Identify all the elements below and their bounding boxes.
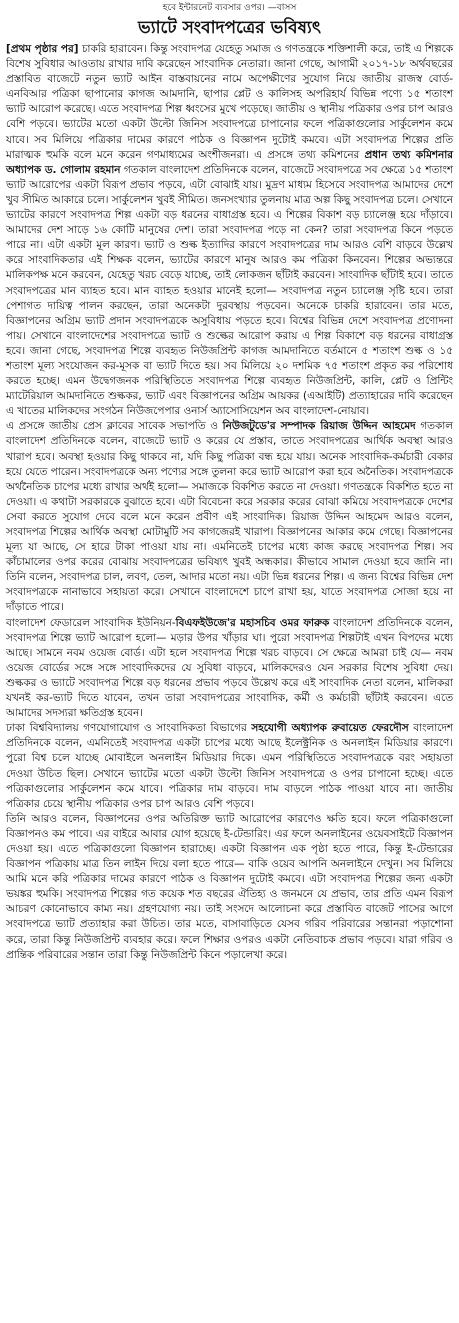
article-paragraph xyxy=(6,616,453,722)
text-segment: ঢাকা বিশ্ববিদ্যালয় গণযোগাযোগ ও সাংবাদিকতা বিভাগের xyxy=(6,722,252,735)
text-segment: চাকরি হারাবেন। কিন্তু সংবাদপত্র যেহেতু সমাজ ও গণতন্ত্রকে শক্তিশালী করে, তাই এ শিল্পকে বিশেষ সুবিধার আওতায় রাখার দাবি করেছেন সাংবাদিক নেতারা। জানা গেছে, আগামী ২০১৭-১৮ অর্থবছরের প্রস্তাবিত বাজেটে নতুন ভ্যাট আইন বাস্তবায়নের নামে অপেক্ষীণের সুযোগ নিয়ে জাতীয় রাজস্ব বোর্ড-এনবিআর পত্রিকা ছাপানোর কাগজ আমদানি, ছাপার প্লেট ও কালিসহ অপরিহার্য বিভিন্ন পণ্যে ১৫ শতাংশ ভ্যাট আরোপ করেছে। এতে সংবাদপত্র শিল্প ধ্বংসের মুখে পড়েছে। জাতীয় ও স্থানীয় পত্রিকার ওপর চাপ আরও বেশি পড়বে। ভ্যাটের মতো একটা উল্টো জিনিস সংবাদপত্রে চাপানোর ফলে পত্রিকাগুলোর সার্কুলেশন কমে যাবে। সব মিলিয়ে পত্রিকার দামের কারণে পাঠক ও বিজ্ঞাপন দুটোই কমবে। এটা সংবাদপত্র শিল্পের প্রতি মারাত্মক হুমকি বলে মনে করেন গণমাধ্যমের অংশীজনরা। এ প্রসঙ্গে তথ্য কমিশনের xyxy=(6,43,454,161)
text-segment: বাংলাদেশ প্রতিদিনকে বলেন, সংবাদপত্র শিল্পে ভ্যাট আরোপ হলো— মড়ার উপর খাঁড়ার ঘা। পুরো সংবাদপত্র শিল্পটাই এখন বিপদের মধ্যে আছে। সামনে নবম ওয়েজ বোর্ড। এটা হলে সংবাদপত্র শিল্পে খরচ বাড়বে। সে ক্ষেত্রে আমরা চাই যে— নবম ওয়েজ বোর্ডের সঙ্গে সঙ্গে সাংবাদিকদের যে সুবিধা বাড়বে, মালিকদেরও যেন সরকার বিশেষ সুবিধা দেয়। শুল্ককর ও ভ্যাটে সংবাদপত্র শিল্পে বড় ধরনের প্রভাব পড়বে উল্লেখ করে এই সাংবাদিক নেতা বলেন, মালিকরা যখনই কর-ভ্যাট দিতে যাবেন, তখন তারা সংবাদপত্রের সাংবাদিক, কর্মী ও কর্মচারী ছাঁটাই করবেন। এতে আমাদের সদস্যরা ক্ষতিগ্রস্ত হবেন। xyxy=(6,616,453,720)
article-paragraph xyxy=(6,721,453,812)
article-paragraph xyxy=(6,419,453,615)
text-segment: বাংলাদেশ ফেডারেল সাংবাদিক ইউনিয়ন- xyxy=(6,616,176,629)
article-headline: ভ্যাটে সংবাদপত্রের ভবিষ্যৎ xyxy=(138,18,321,38)
bold-name-segment: সহযোগী অধ্যাপক রুবায়েত ফেরদৌস xyxy=(251,722,409,735)
top-strip-text: হবে ইন্টারনেট ব্যবসার ওপর। —বাসস xyxy=(162,3,297,13)
bold-name-segment: নিউজটুডে'র সম্পাদক রিয়াজ উদ্দিন আহমেদ xyxy=(222,420,416,433)
article-body xyxy=(6,42,453,963)
bold-name-segment: [প্রথম পৃষ্ঠার পর] xyxy=(6,43,79,55)
text-segment: গতকাল বাংলাদেশ প্রতিদিনকে বলেন, বাজেটে ভ্যাট ও করের যে প্রস্তাব, তাতে সংবাদপত্রের আর্থিক অবস্থা আরও খারাপ হবে। অবস্থা হওয়ার কিছু থাকবে না, যদি কিছু পত্রিকা বন্ধ হয়ে যায়। অনেক সাংবাদিক-কর্মচারী বেকার হয়ে যেতে পারেন। সংবাদপত্রকে অন্য পণ্যের সঙ্গে তুলনা করে ভ্যাট আরোপ করা হবে অনৈতিক। সংবাদপত্রকে অর্থনৈতিক চাপের মধ্যে রাখার অর্থই হলো— সমাজকে বিকশিত করতে না দেওয়া। গণতন্ত্রকে বিকশিত হতে না দেওয়া। এ কথাটা সরকারকে বুঝাতে হবে। এটা বিবেচনা করে সরকার করের বোঝা কমিয়ে সংবাদপত্রকে দেশের সেবা করতে সুযোগ দেবে বলে মনে করেন প্রবীণ এই সাংবাদিক। রিয়াজ উদ্দিন আহমেদ আরও বলেন, সংবাদপত্র শিল্পের আর্থিক অবস্থা মোটামুটি সব কাগজেরই খারাপ। বিজ্ঞাপনের আকার কমে গেছে। বিজ্ঞাপনের মূল্য যা আছে, সে হারে টাকা পাওয়া যায় না। এমনিতেই চাপের মধ্যে কাজ করছে সংবাদপত্র শিল্প। সব কাঁচামালের ওপর করের বোঝায় সংবাদপত্রের ভবিষ্যৎ খুবই অন্ধকার। কীভাবে সামাল দেওয়া হবে জানি না। তিনি বলেন, সংবাদপত্র চাল, লবণ, তেল, আদার মতো নয়। এটা ভিন্ন ধরনের শিল্প। এ জন্য বিশ্বের বিভিন্ন দেশ সংবাদপত্রকে নানাভাবে সহায়তা করে। সেখানে বাংলাদেশে চাপে রাখা হয়, যাতে সংবাদপত্র সোজা হয়ে না দাঁড়াতে পারে। xyxy=(6,420,453,614)
article-paragraph xyxy=(6,812,453,963)
text-segment: গতকাল বাংলাদেশ প্রতিদিনকে বলেন, বাজেটে সংবাদপত্রে সব ক্ষেত্রে ১৫ শতাংশ ভ্যাট আরোপের একটা বিরূপ প্রভাব পড়বে, এটা বোঝাই যায়। মুদ্রণ মাধ্যম হিসেবে সংবাদপত্র আমাদের দেশে খুব সীমিত আকারে চলে। সার্কুলেশন খুবই সীমিত। জনসংখ্যার তুলনায় মাত্র অল্প কিছু সংবাদপত্র চলে। সেখানে ভ্যাটের কারণে সংবাদপত্র শিল্প একটা বড় ধরনের বাধাগ্রস্ত হবে। এ শিল্পের বিকাশ বড় চ্যালেঞ্জ হয়ে দাঁড়াবে। আমাদের দেশ সাড়ে ১৬ কোটি মানুষের দেশ। তারা সংবাদপত্র পড়ে না কেন? তারা সংবাদপত্র কিনে পড়তে পারে না। এটা একটা মূল কারণ। ভ্যাট ও শুল্ক ইত্যাদির কারণে সংবাদপত্রের দাম আরও বেশি বাড়বে উল্লেখ করে সাংবাদিকতার এই শিক্ষক বলেন, ভ্যাটের কারণে মানুষ আরও কম পত্রিকা কিনবেন। শিল্পের অভ্যন্তরে মালিকপক্ষ মনে করবেন, যেহেতু খরচ বেড়ে যাচ্ছে, তাই লোকজন ছাঁটাই করবেন। সাংবাদিক ছাঁটাই হবে। তাতে সংবাদপত্রের মান ব্যাহত হবে। মান ব্যাহত হওয়ার মানেই হলো— সংবাদপত্র নতুন চ্যালেঞ্জ সৃষ্টি হবে। তারা পেশাগত দায়িত্ব পালন করছেন, তারা অনেকটা দুরবস্থায় পড়বেন। অনেকে চাকরি হারাবেন। তার মতে, বিজ্ঞাপনের অগ্রিম ভ্যাট প্রদান সংবাদপত্রকে অসুবিধায় পড়তে হবে। বিশ্বের বিভিন্ন দেশে সংবাদপত্র প্রণোদনা পায়। সেখানে বাংলাদেশের সংবাদপত্রে ভ্যাট ও শুল্কের আরোপ করায় এ শিল্প বিকাশে বড় ধরনের বাধাগ্রস্ত হবে। জানা গেছে, সংবাদপত্র শিল্পে ব্যবহৃত নিউজপ্রিন্ট কাগজ আমদানিতে বর্তমানে ৫ শতাংশ শুল্ক ও ১৫ শতাংশ মূল্য সংযোজন কর-মূসক বা ভ্যাট দিতে হয়। সব মিলিয়ে ২০ দশমিক ৭৫ শতাংশ প্রকৃত কর পরিশোধ করতে হচ্ছে। এমন উদ্বেগজনক পরিস্থিতিতে সংবাদপত্র শিল্পে ব্যবহৃত নিউজপ্রিন্ট, কালি, প্লেট ও প্রিন্টিং ম্যাটেরিয়াল আমদানিতে শুল্ককর, ভ্যাট এবং বিজ্ঞাপনের অগ্রিম আয়কর (এআইটি) প্রত্যাহারের দাবি করেছেন এ খাতের মালিকদের সংগঠন নিউজপেপার ওনার্স অ্যাসোসিয়েশন অব বাংলাদেশ-নোয়াব। xyxy=(6,163,453,418)
text-segment: তিনি আরও বলেন, বিজ্ঞাপনের ওপর অতিরিক্ত ভ্যাট আরোপের কারণেও ক্ষতি হবে। ফলে পত্রিকাগুলো বিজ্ঞাপনও কম পাবে। এর বাইরে আবার যোগ হয়েছে ই-টেন্ডারিং। এর ফলে অনলাইনের ওয়েবসাইটে বিজ্ঞাপন দেওয়া হয়। এতে পত্রিকাগুলো বিজ্ঞাপন হারাচ্ছে। একটা বিজ্ঞাপন এক পৃষ্ঠা হতে পারে, কিন্তু ই-টেন্ডারের বিজ্ঞাপন পত্রিকায় মাত্র তিন লাইন দিয়ে বলা হতে পারে— বাকি ওয়েব আপনি অনলাইনে দেখুন। সব মিলিয়ে আমি মনে করি পত্রিকার দামের কারণে পাঠক ও বিজ্ঞাপন দুটোই কমবে। এটা সংবাদপত্র শিল্পের জন্য একটা ভয়ঙ্কর হুমকি। সংবাদপত্র শিল্পের গত কয়েক শত বছরের ঐতিহ্য ও জনমনে যে প্রভাব, তার প্রতি এমন বিরূপ আচরণ কোনোভাবে কাম্য নয়। গ্রহণযোগ্য নয়। তাই সংসদে আলোচনা করে প্রস্তাবিত বাজেট পাসের আগে সংবাদপত্রে ভ্যাট প্রত্যাহার করা উচিত। তার মতে, বাসাবাড়িতে যেসব গরিব পরিবারের সন্তানরা পড়াশোনা করে, তারা কিন্তু নিউজপ্রিন্ট ব্যবহার করে। ফলে শিক্ষার ওপরও একটা নেতিবাচক প্রভাব পড়বে। যারা গরিব ও প্রান্তিক পরিবারের সন্তান তারা কিন্তু নিউজপ্রিন্ট কিনে পড়ালেখা করে। xyxy=(6,812,453,961)
text-segment: বাংলাদেশ প্রতিদিনকে বলেন, এমনিতেই সংবাদপত্র একটা চাপের মধ্যে আছে ইলেক্ট্রনিক ও অনলাইন মিডিয়ার কারণে। পুরো বিশ্ব চলে যাচ্ছে মোবাইলে অনলাইন মিডিয়ার দিকে। এমন পরিস্থিতিতে সংবাদপত্রকে বরং সহায়তা দেওয়া উচিত ছিল। সেখানে ভ্যাটের মতো একটা উল্টো জিনিস সংবাদপত্রে ও ওপর চাপানো হচ্ছে। এতে পত্রিকাগুলোর সার্কুলেশন কমে যাবে। পত্রিকার দাম বাড়বে। দাম বাড়লে পাঠক পাওয়া যাবে না। জাতীয় পত্রিকার চেয়ে স্থানীয় পত্রিকার ওপর চাপ আরও বেশি পড়বে। xyxy=(6,722,454,810)
article-paragraph xyxy=(6,42,453,419)
text-segment: এ প্রসঙ্গে জাতীয় প্রেস ক্লাবের সাবেক সভাপতি ও xyxy=(6,420,223,433)
bold-name-segment: প্রধান তথ্য কমিশনার অধ্যাপক ড. গোলাম রহমান xyxy=(6,148,453,176)
bold-name-segment: বিএফইউজে'র মহাসচিব ওমর ফারুক xyxy=(175,616,330,629)
